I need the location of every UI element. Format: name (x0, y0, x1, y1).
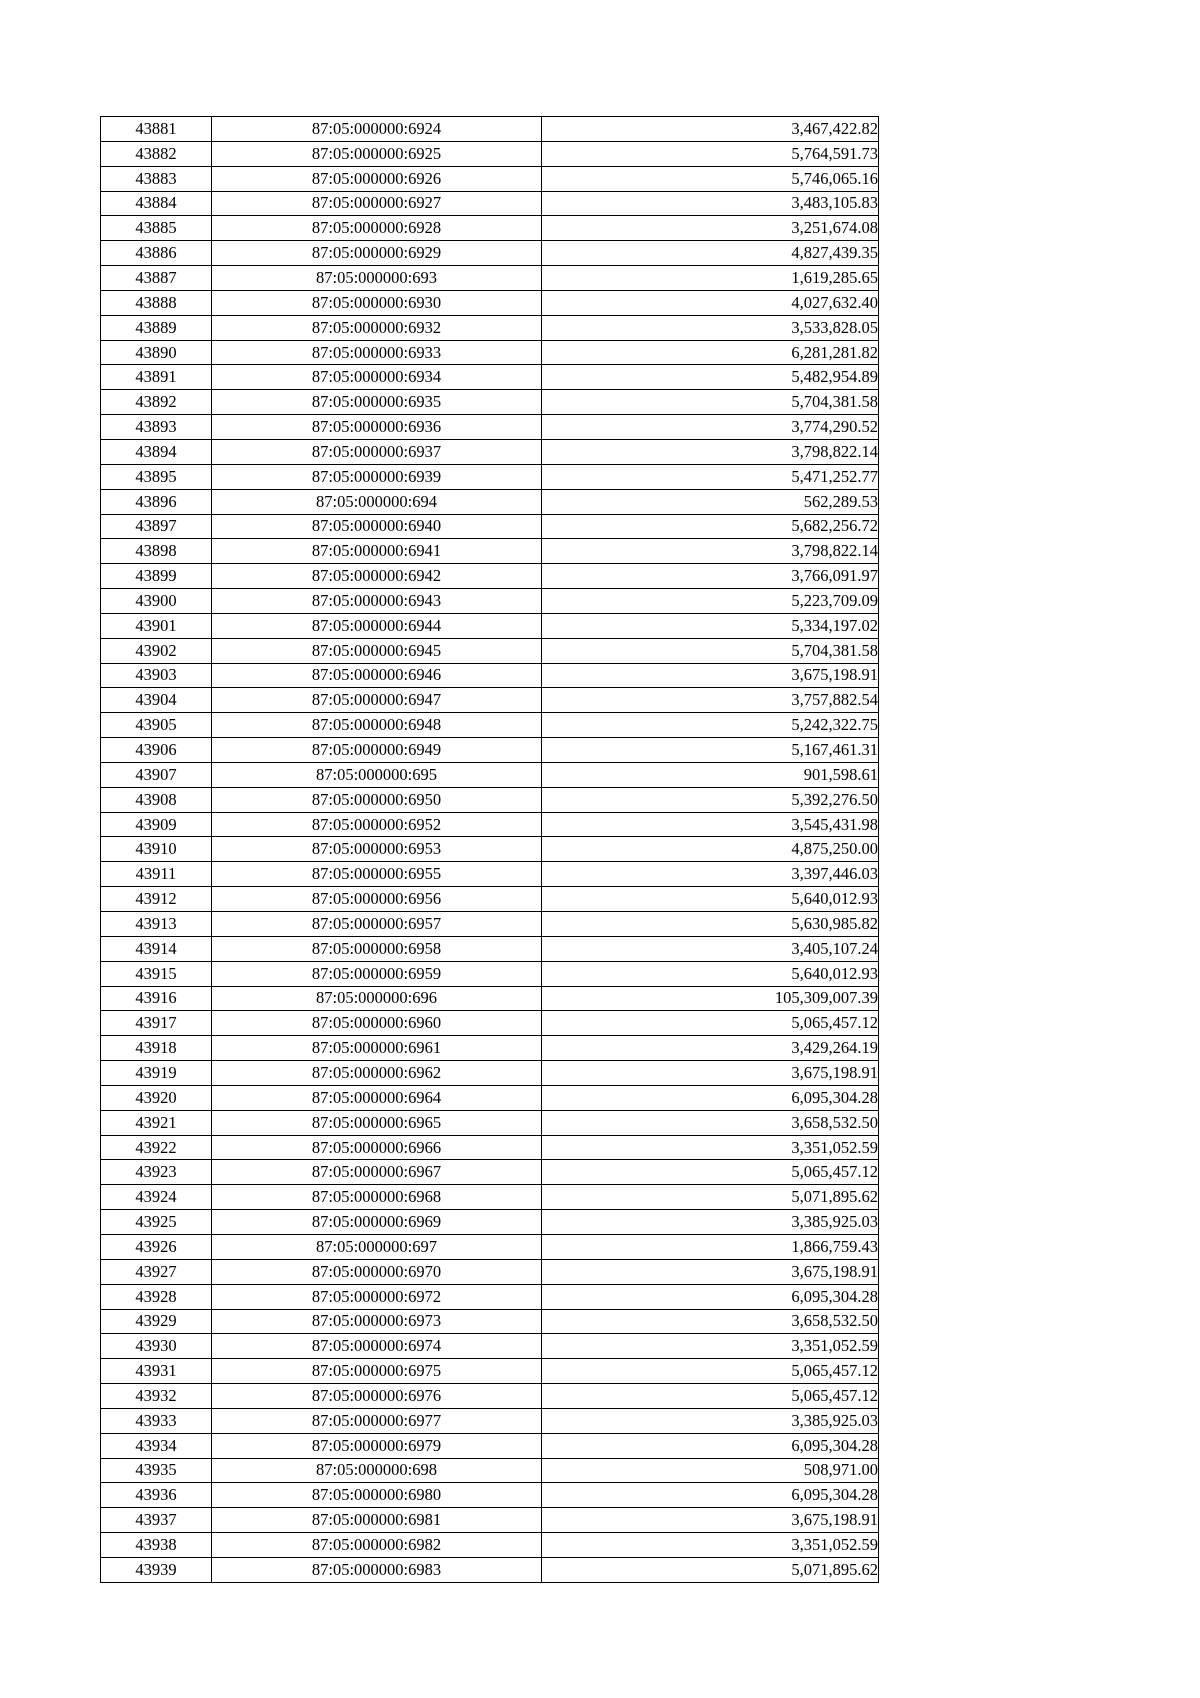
amount-cell: 6,095,304.28 (542, 1284, 879, 1309)
row-number-cell: 43888 (101, 290, 212, 315)
cadastral-code-cell: 87:05:000000:6960 (212, 1011, 542, 1036)
table-row (101, 663, 879, 688)
row-number-cell: 43899 (101, 564, 212, 589)
amount-cell: 5,630,985.82 (542, 912, 879, 937)
row-number-cell: 43930 (101, 1334, 212, 1359)
row-number-cell: 43897 (101, 514, 212, 539)
row-number-cell: 43928 (101, 1284, 212, 1309)
amount-cell: 3,545,431.98 (542, 812, 879, 837)
cadastral-code-cell: 87:05:000000:6924 (212, 117, 542, 142)
row-number-cell: 43913 (101, 912, 212, 937)
cadastral-code-cell: 87:05:000000:6934 (212, 365, 542, 390)
cadastral-code-cell: 87:05:000000:6976 (212, 1384, 542, 1409)
cadastral-code-cell: 87:05:000000:6939 (212, 464, 542, 489)
table-row (101, 936, 879, 961)
amount-cell: 3,757,882.54 (542, 688, 879, 713)
amount-cell: 5,682,256.72 (542, 514, 879, 539)
table-row (101, 1259, 879, 1284)
table-row (101, 1135, 879, 1160)
row-number-cell: 43925 (101, 1210, 212, 1235)
amount-cell: 3,429,264.19 (542, 1036, 879, 1061)
cadastral-code-cell: 87:05:000000:6930 (212, 290, 542, 315)
amount-cell: 5,640,012.93 (542, 887, 879, 912)
row-number-cell: 43929 (101, 1309, 212, 1334)
amount-cell: 3,774,290.52 (542, 415, 879, 440)
table-row (101, 1458, 879, 1483)
table-row (101, 812, 879, 837)
amount-cell: 5,471,252.77 (542, 464, 879, 489)
amount-cell: 5,704,381.58 (542, 390, 879, 415)
cadastral-code-cell: 87:05:000000:6929 (212, 241, 542, 266)
amount-cell: 3,798,822.14 (542, 539, 879, 564)
row-number-cell: 43889 (101, 315, 212, 340)
table-row (101, 887, 879, 912)
cadastral-code-cell: 87:05:000000:6945 (212, 638, 542, 663)
row-number-cell: 43916 (101, 986, 212, 1011)
row-number-cell: 43919 (101, 1061, 212, 1086)
cadastral-code-cell: 87:05:000000:695 (212, 762, 542, 787)
table-row (101, 1433, 879, 1458)
cadastral-code-cell: 87:05:000000:698 (212, 1458, 542, 1483)
row-number-cell: 43898 (101, 539, 212, 564)
row-number-cell: 43883 (101, 166, 212, 191)
row-number-cell: 43904 (101, 688, 212, 713)
amount-cell: 4,027,632.40 (542, 290, 879, 315)
row-number-cell: 43902 (101, 638, 212, 663)
amount-cell: 3,351,052.59 (542, 1135, 879, 1160)
cadastral-code-cell: 87:05:000000:6970 (212, 1259, 542, 1284)
row-number-cell: 43907 (101, 762, 212, 787)
table-row (101, 738, 879, 763)
table-row (101, 1359, 879, 1384)
cadastral-code-cell: 87:05:000000:6941 (212, 539, 542, 564)
table-row (101, 489, 879, 514)
cadastral-code-cell: 87:05:000000:6979 (212, 1433, 542, 1458)
table-row (101, 1011, 879, 1036)
row-number-cell: 43893 (101, 415, 212, 440)
row-number-cell: 43910 (101, 837, 212, 862)
table-row (101, 514, 879, 539)
cadastral-code-cell: 87:05:000000:6928 (212, 216, 542, 241)
cadastral-value-table (100, 116, 879, 1583)
amount-cell: 5,334,197.02 (542, 613, 879, 638)
table-row (101, 762, 879, 787)
cadastral-code-cell: 87:05:000000:6943 (212, 589, 542, 614)
table-row (101, 117, 879, 142)
row-number-cell: 43900 (101, 589, 212, 614)
row-number-cell: 43937 (101, 1508, 212, 1533)
row-number-cell: 43920 (101, 1085, 212, 1110)
cadastral-code-cell: 87:05:000000:6961 (212, 1036, 542, 1061)
amount-cell: 6,281,281.82 (542, 340, 879, 365)
cadastral-code-cell: 87:05:000000:6935 (212, 390, 542, 415)
table-row (101, 1234, 879, 1259)
amount-cell: 562,289.53 (542, 489, 879, 514)
amount-cell: 6,095,304.28 (542, 1085, 879, 1110)
cadastral-code-cell: 87:05:000000:6956 (212, 887, 542, 912)
cadastral-code-cell: 87:05:000000:6973 (212, 1309, 542, 1334)
amount-cell: 3,658,532.50 (542, 1309, 879, 1334)
cadastral-code-cell: 87:05:000000:6975 (212, 1359, 542, 1384)
amount-cell: 901,598.61 (542, 762, 879, 787)
cadastral-code-cell: 87:05:000000:6937 (212, 439, 542, 464)
row-number-cell: 43939 (101, 1557, 212, 1582)
table-row (101, 1508, 879, 1533)
table-row (101, 564, 879, 589)
amount-cell: 5,065,457.12 (542, 1160, 879, 1185)
table-row (101, 241, 879, 266)
amount-cell: 3,385,925.03 (542, 1210, 879, 1235)
table-row (101, 613, 879, 638)
cadastral-code-cell: 87:05:000000:6974 (212, 1334, 542, 1359)
row-number-cell: 43905 (101, 713, 212, 738)
table-row (101, 787, 879, 812)
amount-cell: 3,351,052.59 (542, 1533, 879, 1558)
cadastral-code-cell: 87:05:000000:6972 (212, 1284, 542, 1309)
cadastral-code-cell: 87:05:000000:6958 (212, 936, 542, 961)
table-row (101, 439, 879, 464)
row-number-cell: 43915 (101, 961, 212, 986)
row-number-cell: 43922 (101, 1135, 212, 1160)
row-number-cell: 43881 (101, 117, 212, 142)
cadastral-code-cell: 87:05:000000:6964 (212, 1085, 542, 1110)
table-row (101, 1036, 879, 1061)
table-row (101, 464, 879, 489)
row-number-cell: 43908 (101, 787, 212, 812)
row-number-cell: 43932 (101, 1384, 212, 1409)
amount-cell: 4,875,250.00 (542, 837, 879, 862)
row-number-cell: 43924 (101, 1185, 212, 1210)
amount-cell: 1,619,285.65 (542, 266, 879, 291)
cadastral-code-cell: 87:05:000000:6926 (212, 166, 542, 191)
row-number-cell: 43933 (101, 1408, 212, 1433)
row-number-cell: 43890 (101, 340, 212, 365)
cadastral-code-cell: 87:05:000000:6965 (212, 1110, 542, 1135)
table-row (101, 1334, 879, 1359)
amount-cell: 5,392,276.50 (542, 787, 879, 812)
table-row (101, 912, 879, 937)
cadastral-code-cell: 87:05:000000:6933 (212, 340, 542, 365)
row-number-cell: 43927 (101, 1259, 212, 1284)
amount-cell: 1,866,759.43 (542, 1234, 879, 1259)
amount-cell: 3,533,828.05 (542, 315, 879, 340)
row-number-cell: 43923 (101, 1160, 212, 1185)
cadastral-code-cell: 87:05:000000:6969 (212, 1210, 542, 1235)
cadastral-code-cell: 87:05:000000:693 (212, 266, 542, 291)
amount-cell: 5,482,954.89 (542, 365, 879, 390)
amount-cell: 3,675,198.91 (542, 663, 879, 688)
cadastral-code-cell: 87:05:000000:6977 (212, 1408, 542, 1433)
cadastral-code-cell: 87:05:000000:697 (212, 1234, 542, 1259)
row-number-cell: 43887 (101, 266, 212, 291)
row-number-cell: 43931 (101, 1359, 212, 1384)
table-row (101, 315, 879, 340)
cadastral-code-cell: 87:05:000000:6966 (212, 1135, 542, 1160)
amount-cell: 3,675,198.91 (542, 1061, 879, 1086)
amount-cell: 5,071,895.62 (542, 1557, 879, 1582)
row-number-cell: 43884 (101, 191, 212, 216)
cadastral-code-cell: 87:05:000000:6947 (212, 688, 542, 713)
row-number-cell: 43891 (101, 365, 212, 390)
amount-cell: 3,397,446.03 (542, 862, 879, 887)
table-row (101, 365, 879, 390)
amount-cell: 5,242,322.75 (542, 713, 879, 738)
table-row (101, 1061, 879, 1086)
table-row (101, 862, 879, 887)
table-row (101, 1483, 879, 1508)
row-number-cell: 43894 (101, 439, 212, 464)
cadastral-code-cell: 87:05:000000:6983 (212, 1557, 542, 1582)
table-row (101, 1533, 879, 1558)
amount-cell: 5,167,461.31 (542, 738, 879, 763)
amount-cell: 5,746,065.16 (542, 166, 879, 191)
cadastral-code-cell: 87:05:000000:6982 (212, 1533, 542, 1558)
amount-cell: 5,764,591.73 (542, 141, 879, 166)
amount-cell: 3,766,091.97 (542, 564, 879, 589)
row-number-cell: 43917 (101, 1011, 212, 1036)
amount-cell: 105,309,007.39 (542, 986, 879, 1011)
table-row (101, 415, 879, 440)
amount-cell: 5,640,012.93 (542, 961, 879, 986)
row-number-cell: 43938 (101, 1533, 212, 1558)
table-row (101, 191, 879, 216)
row-number-cell: 43926 (101, 1234, 212, 1259)
row-number-cell: 43909 (101, 812, 212, 837)
cadastral-code-cell: 87:05:000000:6968 (212, 1185, 542, 1210)
cadastral-code-cell: 87:05:000000:6981 (212, 1508, 542, 1533)
row-number-cell: 43921 (101, 1110, 212, 1135)
table-row (101, 266, 879, 291)
amount-cell: 3,483,105.83 (542, 191, 879, 216)
table-row (101, 986, 879, 1011)
amount-cell: 3,251,674.08 (542, 216, 879, 241)
row-number-cell: 43882 (101, 141, 212, 166)
amount-cell: 5,071,895.62 (542, 1185, 879, 1210)
amount-cell: 3,405,107.24 (542, 936, 879, 961)
amount-cell: 5,704,381.58 (542, 638, 879, 663)
row-number-cell: 43934 (101, 1433, 212, 1458)
amount-cell: 3,385,925.03 (542, 1408, 879, 1433)
cadastral-code-cell: 87:05:000000:6932 (212, 315, 542, 340)
amount-cell: 4,827,439.35 (542, 241, 879, 266)
cadastral-code-cell: 87:05:000000:6980 (212, 1483, 542, 1508)
row-number-cell: 43936 (101, 1483, 212, 1508)
row-number-cell: 43901 (101, 613, 212, 638)
table-row (101, 713, 879, 738)
amount-cell: 3,351,052.59 (542, 1334, 879, 1359)
table-row (101, 1309, 879, 1334)
amount-cell: 3,798,822.14 (542, 439, 879, 464)
table-row (101, 1160, 879, 1185)
table-row (101, 390, 879, 415)
amount-cell: 3,675,198.91 (542, 1259, 879, 1284)
row-number-cell: 43892 (101, 390, 212, 415)
table-row (101, 1210, 879, 1235)
table-row (101, 1557, 879, 1582)
row-number-cell: 43896 (101, 489, 212, 514)
row-number-cell: 43918 (101, 1036, 212, 1061)
cadastral-code-cell: 87:05:000000:6953 (212, 837, 542, 862)
cadastral-code-cell: 87:05:000000:6957 (212, 912, 542, 937)
row-number-cell: 43912 (101, 887, 212, 912)
cadastral-code-cell: 87:05:000000:6948 (212, 713, 542, 738)
cadastral-code-cell: 87:05:000000:6925 (212, 141, 542, 166)
table-row (101, 1110, 879, 1135)
cadastral-code-cell: 87:05:000000:696 (212, 986, 542, 1011)
table-body (101, 117, 879, 1583)
amount-cell: 5,223,709.09 (542, 589, 879, 614)
table-row (101, 1284, 879, 1309)
cadastral-code-cell: 87:05:000000:6946 (212, 663, 542, 688)
amount-cell: 508,971.00 (542, 1458, 879, 1483)
table-row (101, 837, 879, 862)
row-number-cell: 43935 (101, 1458, 212, 1483)
row-number-cell: 43906 (101, 738, 212, 763)
cadastral-code-cell: 87:05:000000:6962 (212, 1061, 542, 1086)
cadastral-code-cell: 87:05:000000:6940 (212, 514, 542, 539)
cadastral-code-cell: 87:05:000000:6944 (212, 613, 542, 638)
table-row (101, 340, 879, 365)
amount-cell: 5,065,457.12 (542, 1011, 879, 1036)
table-row (101, 141, 879, 166)
cadastral-code-cell: 87:05:000000:6952 (212, 812, 542, 837)
amount-cell: 3,675,198.91 (542, 1508, 879, 1533)
amount-cell: 6,095,304.28 (542, 1433, 879, 1458)
cadastral-code-cell: 87:05:000000:6967 (212, 1160, 542, 1185)
row-number-cell: 43911 (101, 862, 212, 887)
row-number-cell: 43914 (101, 936, 212, 961)
cadastral-code-cell: 87:05:000000:6959 (212, 961, 542, 986)
row-number-cell: 43885 (101, 216, 212, 241)
cadastral-code-cell: 87:05:000000:6927 (212, 191, 542, 216)
amount-cell: 6,095,304.28 (542, 1483, 879, 1508)
table-row (101, 688, 879, 713)
table-row (101, 638, 879, 663)
cadastral-code-cell: 87:05:000000:6955 (212, 862, 542, 887)
row-number-cell: 43895 (101, 464, 212, 489)
cadastral-code-cell: 87:05:000000:6950 (212, 787, 542, 812)
table-row (101, 1384, 879, 1409)
cadastral-code-cell: 87:05:000000:694 (212, 489, 542, 514)
amount-cell: 5,065,457.12 (542, 1384, 879, 1409)
row-number-cell: 43903 (101, 663, 212, 688)
cadastral-code-cell: 87:05:000000:6949 (212, 738, 542, 763)
table-row (101, 166, 879, 191)
table-row (101, 589, 879, 614)
table-row (101, 290, 879, 315)
table-row (101, 216, 879, 241)
table-row (101, 1408, 879, 1433)
table-row (101, 1185, 879, 1210)
row-number-cell: 43886 (101, 241, 212, 266)
amount-cell: 3,467,422.82 (542, 117, 879, 142)
table-row (101, 539, 879, 564)
table-row (101, 1085, 879, 1110)
amount-cell: 5,065,457.12 (542, 1359, 879, 1384)
amount-cell: 3,658,532.50 (542, 1110, 879, 1135)
cadastral-code-cell: 87:05:000000:6942 (212, 564, 542, 589)
table-row (101, 961, 879, 986)
cadastral-code-cell: 87:05:000000:6936 (212, 415, 542, 440)
